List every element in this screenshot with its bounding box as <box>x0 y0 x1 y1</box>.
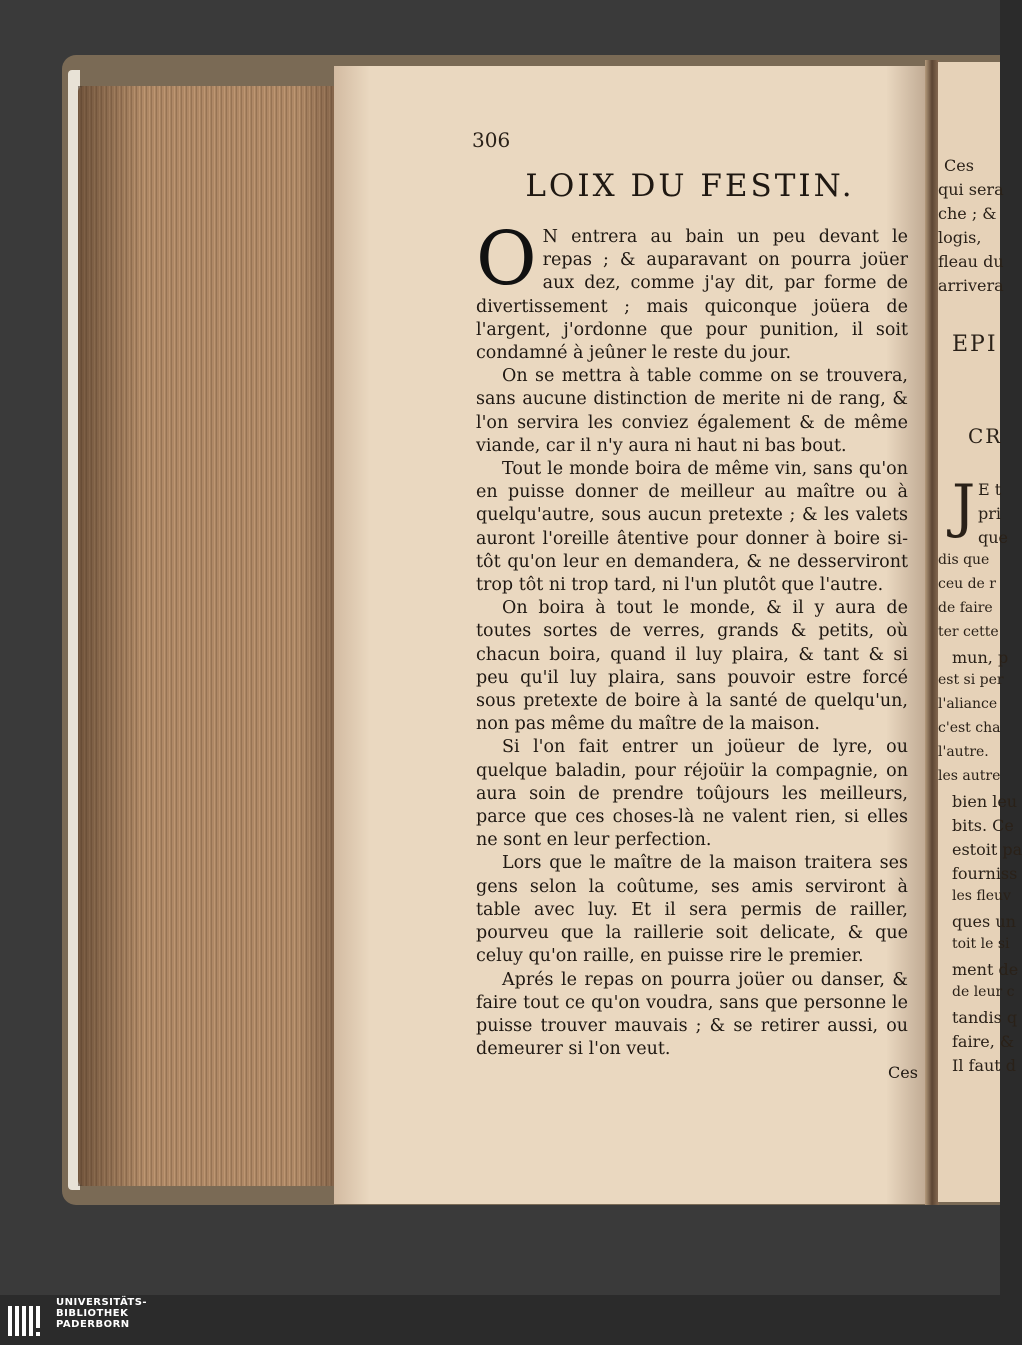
facing-line: ment de <box>952 960 1019 979</box>
facing-line: mun, p <box>952 648 1009 667</box>
paragraph: Lors que le maître de la maison traitera ses gens selon la coûtume, ses amis serviront à table avec luy. Et il sera permis de railler, pourveu que la raillerie soit delicate, & que celuy qu'on raille, en puisse rire le premier. <box>476 853 908 967</box>
paragraph: Si l'on fait entrer un joüeur de lyre, ou quelque baladin, pour réjoüir la compagnie, on aura soin de prendre toûjours les meilleurs, parce que ces choses-là ne valent rien, si elles ne sont en leur perfection. <box>476 737 908 851</box>
facing-line: tandis q <box>952 1008 1018 1027</box>
facing-line: fourniss <box>952 864 1018 883</box>
facing-line: toit le si <box>952 936 1010 952</box>
facing-line: bien leu <box>952 792 1018 811</box>
page-title: LOIX DU FESTIN. <box>525 168 855 204</box>
facing-line: estoit pa <box>952 840 1022 859</box>
facing-line: est si per <box>938 672 1004 688</box>
paragraph <box>476 216 908 365</box>
paragraph: Tout le monde boira de même vin, sans qu'on en puisse donner de meilleur au maître ou à quelqu'autre, sous aucun pretexte ; & les valets auront l'oreille âtentive pour donner à boire si-tôt qu'on leur en demandera, & ne desserviront trop tôt ni trop tard, ni l'un plutôt que l'autre. <box>476 459 908 596</box>
facing-heading: EPI <box>952 332 998 357</box>
paragraph-text: N entrera au bain un peu devant le repas ; & auparavant on pourra joüer aux dez, comme j'ay dit, par forme de divertissement ; mais quiconque joüera de l'argent, j'ordonne que pour punition, il soit condamné à jeûner le reste du jour. <box>476 227 908 364</box>
facing-line: Il faut d <box>952 1056 1017 1075</box>
page-body <box>476 216 908 1061</box>
facing-line: que <box>978 528 1009 547</box>
library-name <box>56 1297 147 1330</box>
page-number: 306 <box>472 128 511 152</box>
facing-line: de faire <box>938 600 993 616</box>
drop-cap: O <box>476 216 537 302</box>
footer-bar <box>0 1295 1000 1345</box>
facing-line: che ; & <box>938 204 997 223</box>
book-gutter <box>925 60 939 1205</box>
facing-line: de leur c <box>952 984 1015 1000</box>
facing-line: dis que <box>938 552 990 568</box>
facing-line: logis, <box>938 228 982 247</box>
facing-subheading: CR <box>968 424 1003 448</box>
facing-line: ter cette <box>938 624 999 640</box>
facing-line: faire, & <box>952 1032 1015 1051</box>
facing-line: Ces <box>944 156 974 175</box>
facing-line: les autre <box>938 768 1001 784</box>
facing-line: l'aliance <box>938 696 998 712</box>
facing-line: c'est cha <box>938 720 1001 736</box>
paragraph: Aprés le repas on pourra joüer ou danser, & faire tout ce qu'on voudra, sans que personne le puisse trouver mauvais ; & se retirer aussi, ou demeurer si l'on veut. <box>476 969 908 1060</box>
library-name-line: UNIVERSITÄTS- <box>56 1297 148 1308</box>
facing-dropcap: J <box>952 472 976 540</box>
library-name-line: PADERBORN <box>56 1319 130 1330</box>
library-name-line: BIBLIOTHEK <box>56 1308 129 1319</box>
facing-line: qui sera <box>938 180 1004 199</box>
paragraph: On boira à tout le monde, & il y aura de toutes sortes de verres, grands & petits, où chacun boira, quand il luy plaira, & tant & si peu qu'il luy plaira, sans pouvoir estre forcé sous pretexte de boire à la santé de quelqu'un, non pas même du maître de la maison. <box>476 598 908 735</box>
facing-line: bits. Ce <box>952 816 1014 835</box>
facing-line: l'autre. <box>938 744 989 760</box>
facing-line: pri <box>978 504 1002 523</box>
facing-page <box>938 62 1022 1202</box>
facing-line: ceu de r <box>938 576 996 592</box>
page-edges <box>78 86 336 1186</box>
facing-line: les fleuv <box>952 888 1011 904</box>
facing-line: ques un <box>952 912 1016 931</box>
facing-line: arrivera <box>938 276 1004 295</box>
facing-line: E t <box>978 480 1002 499</box>
catchword: Ces <box>888 1063 918 1082</box>
facing-line: fleau du <box>938 252 1004 271</box>
paragraph: On se mettra à table comme on se trouvera, sans aucune distinction de merite ni de rang, & l'on servira les conviez également & de même viande, car il n'y aura ni haut ni bas bout. <box>476 366 908 456</box>
library-logo-icon <box>6 1300 50 1340</box>
